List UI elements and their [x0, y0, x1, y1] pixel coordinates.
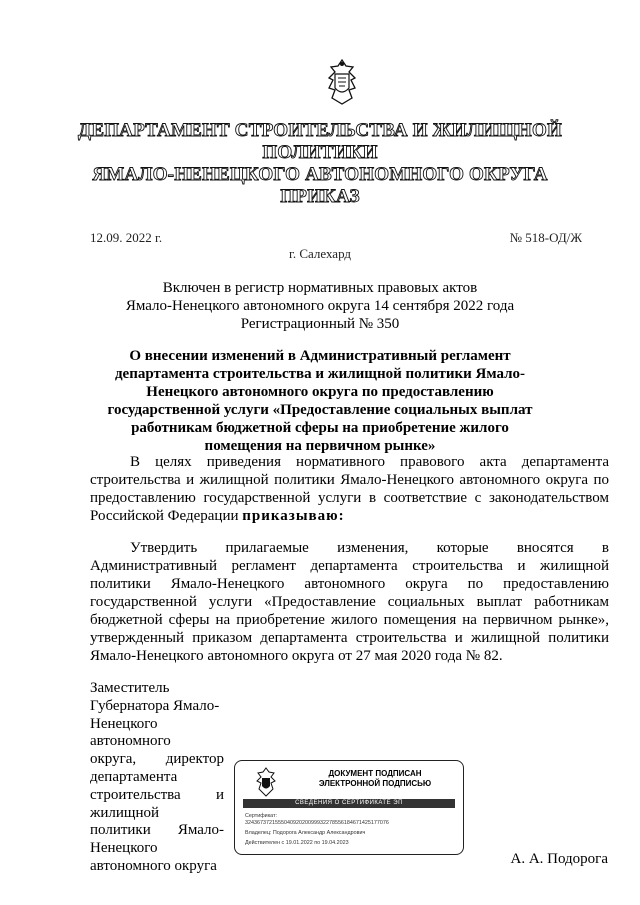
position-line: автономного округа — [90, 857, 217, 874]
registration-line-2: Ямало-Ненецкого автономного округа 14 сентября 2022 года — [125, 298, 515, 314]
preamble-text: В целях приведения нормативного правового акта департамента строительства и жилищной политики Ямало-Ненецкого автономного округа по предоставлению государственной услуги в соответствие с законодательством Российской Федерации — [90, 454, 609, 524]
coat-of-arms-emblem — [325, 58, 359, 106]
certificate-owner: Владелец: Подорога Александр Александрович — [245, 830, 366, 836]
position-line: политики Ямало- — [90, 822, 224, 839]
registration-line-1: Включен в регистр нормативных правовых актов — [162, 280, 478, 296]
certificate-label: Сертификат: — [245, 813, 278, 819]
order-subject: О внесении изменений в Административный регламент департамента строительства и жилищной политики Ямало-Ненецкого автономного округа по предоставлению государственной услуги «Предоставление социальных выплат работникам бюджетной сферы на приобретение жилого помещения на первичном рынке» — [107, 348, 533, 454]
stamp-title — [295, 769, 455, 789]
position-line: жилищной — [90, 804, 160, 821]
signatory-name: А. А. Подорога — [510, 851, 608, 867]
registration-line-3: Регистрационный № 350 — [240, 316, 400, 332]
position-line: Ненецкого — [90, 840, 158, 857]
preamble-paragraph — [90, 453, 609, 525]
position-line: департамента — [90, 768, 178, 785]
certificate-number: 324367372155504092020099932278556184671425177076 — [245, 820, 389, 826]
stamp-emblem-icon — [255, 767, 277, 797]
position-line: Ненецкого — [90, 715, 158, 732]
certificate-info-bar: СВЕДЕНИЯ О СЕРТИФИКАТЕ ЭП — [243, 799, 455, 808]
order-paragraph: Утвердить прилагаемые изменения, которые вносятся в Административный регламент департамента строительства и жилищной политики Ямало-Ненецкого автономного округа по предоставлению государственной услуги «Предоставление социальных выплат работникам бюджетной сферы на приобретение жилого помещения на первичном рынке», утвержденный приказом департамента строительства и жилищной политики Ямало-Ненецкого автономного округа от 27 мая 2020 года № 82. — [90, 540, 609, 664]
order-date: 12.09. 2022 г. — [90, 230, 163, 245]
department-title-line-3: ЯМАЛО-НЕНЕЦКОГО АВТОНОМНОГО ОКРУГА — [92, 164, 548, 185]
stamp-title-line-2: ЭЛЕКТРОННОЙ ПОДПИСЬЮ — [318, 779, 432, 788]
position-line: строительства и — [90, 786, 224, 803]
registration-note — [80, 279, 560, 333]
order-word: приказываю: — [242, 508, 345, 524]
department-title-line-1: ДЕПАРТАМЕНТ СТРОИТЕЛЬСТВА И ЖИЛИЩНОЙ — [78, 120, 562, 141]
stamp-title-line-1: ДОКУМЕНТ ПОДПИСАН — [328, 769, 422, 778]
position-line: Заместитель — [90, 680, 170, 696]
certificate-validity: Действителен с 19.01.2022 по 19.04.2023 — [245, 840, 349, 846]
position-line: округа, директор — [90, 751, 224, 768]
order-city: г. Салехард — [288, 246, 352, 261]
document-type: ПРИКАЗ — [280, 186, 360, 207]
order-number: № 518-ОД/Ж — [509, 230, 582, 245]
position-line: автономного — [90, 733, 171, 750]
electronic-signature-stamp — [234, 760, 464, 855]
signatory-position — [90, 680, 224, 876]
department-title-line-2: ПОЛИТИКИ — [262, 142, 378, 163]
position-line: Губернатора Ямало- — [90, 697, 220, 714]
